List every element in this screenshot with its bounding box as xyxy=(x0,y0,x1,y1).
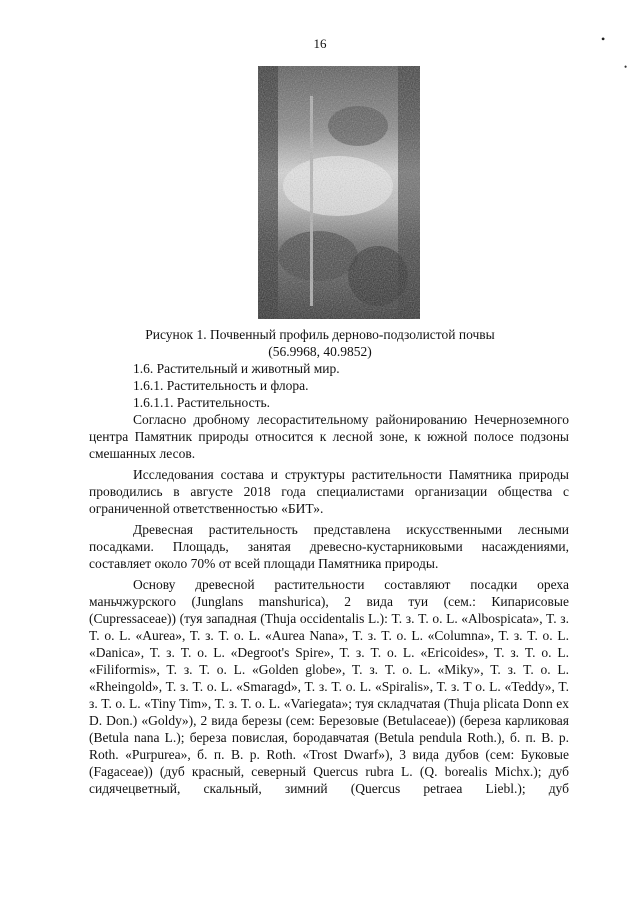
figure-caption-title: Рисунок 1. Почвенный профиль дерново-подзолистой почвы xyxy=(145,327,495,342)
subsubsection-heading: 1.6.1.1. Растительность. xyxy=(133,395,271,410)
figure-caption xyxy=(100,326,540,360)
paragraph-species-list: Основу древесной растительности составляют посадки ореха маньчжурского (Junglans manshurica), 2 вида туи (сем.: Кипарисовые (Cupressaceae)) (туя западная (Thuja occidentalis L.): T. з. T. o. L. «Albospicata», T. з. T. o. L. «Aurea», T. з. T. o. L. «Aurea Nana», T. з. T. o. L. «Columna», T. з. T. o. L. «Danica», T. з. T. o. L. «Degroot's Spire», T. з. T. o. L. «Ericoides», T. з. T. o. L. «Filiformis», T. з. T. o. L. «Golden globe», T. з. T. o. L. «Miky», T. з. T. o. L. «Rheingold», T. з. T. o. L. «Smaragd», T. з. T. o. L. «Spiralis», T. з. T o. L. «Teddy», T. з. T. o. L. «Tiny Tim», T. з. T. o. L. «Variegata»; туя складчатая (Thuja plicata Donn ex D. Don.) «Goldy»), 2 вида березы (сем: Березовые (Betulaceae)) (береза карликовая (Betula nana L.); береза повислая, бородавчатая (Betula pendula Roth.), б. п. В. р. Roth. «Purpurea», б. п. В. р. Roth. «Trost Dwarf»), 3 вида дубов (сем: Буковые (Fagaceae)) (дуб красный, северный Quercus rubra L. (Q. borealis Michx.); дуб сидячецветный, скальный, зимний (Quercus petraea Liebl.); дуб xyxy=(89,577,569,796)
soil-profile-image xyxy=(258,66,420,319)
subsection-heading: 1.6.1. Растительность и флора. xyxy=(133,378,309,393)
scan-speck-small: • xyxy=(624,62,628,72)
soil-profile-photo xyxy=(258,66,420,319)
scan-speck: • xyxy=(601,32,606,46)
body-text xyxy=(89,360,569,797)
section-heading: 1.6. Растительный и животный мир. xyxy=(133,361,340,376)
page-number: 16 xyxy=(313,36,327,51)
paragraph-research: Исследования состава и структуры растительности Памятника природы проводились в августе 2018 года специалистами организации общества с ограниченной ответственностью «БИТ». xyxy=(89,467,569,516)
paragraph-zoning: Согласно дробному лесорастительному районированию Нечерноземного центра Памятник природы относится к лесной зоне, к южной полосе подзоны смешанных лесов. xyxy=(89,412,569,461)
figure-caption-coordinates: (56.9968, 40.9852) xyxy=(268,344,372,359)
paragraph-woody-vegetation: Древесная растительность представлена искусственными лесными посадками. Площадь, занятая древесно-кустарниковыми насаждениями, составляет около 70% от всей площади Памятника природы. xyxy=(89,522,569,571)
